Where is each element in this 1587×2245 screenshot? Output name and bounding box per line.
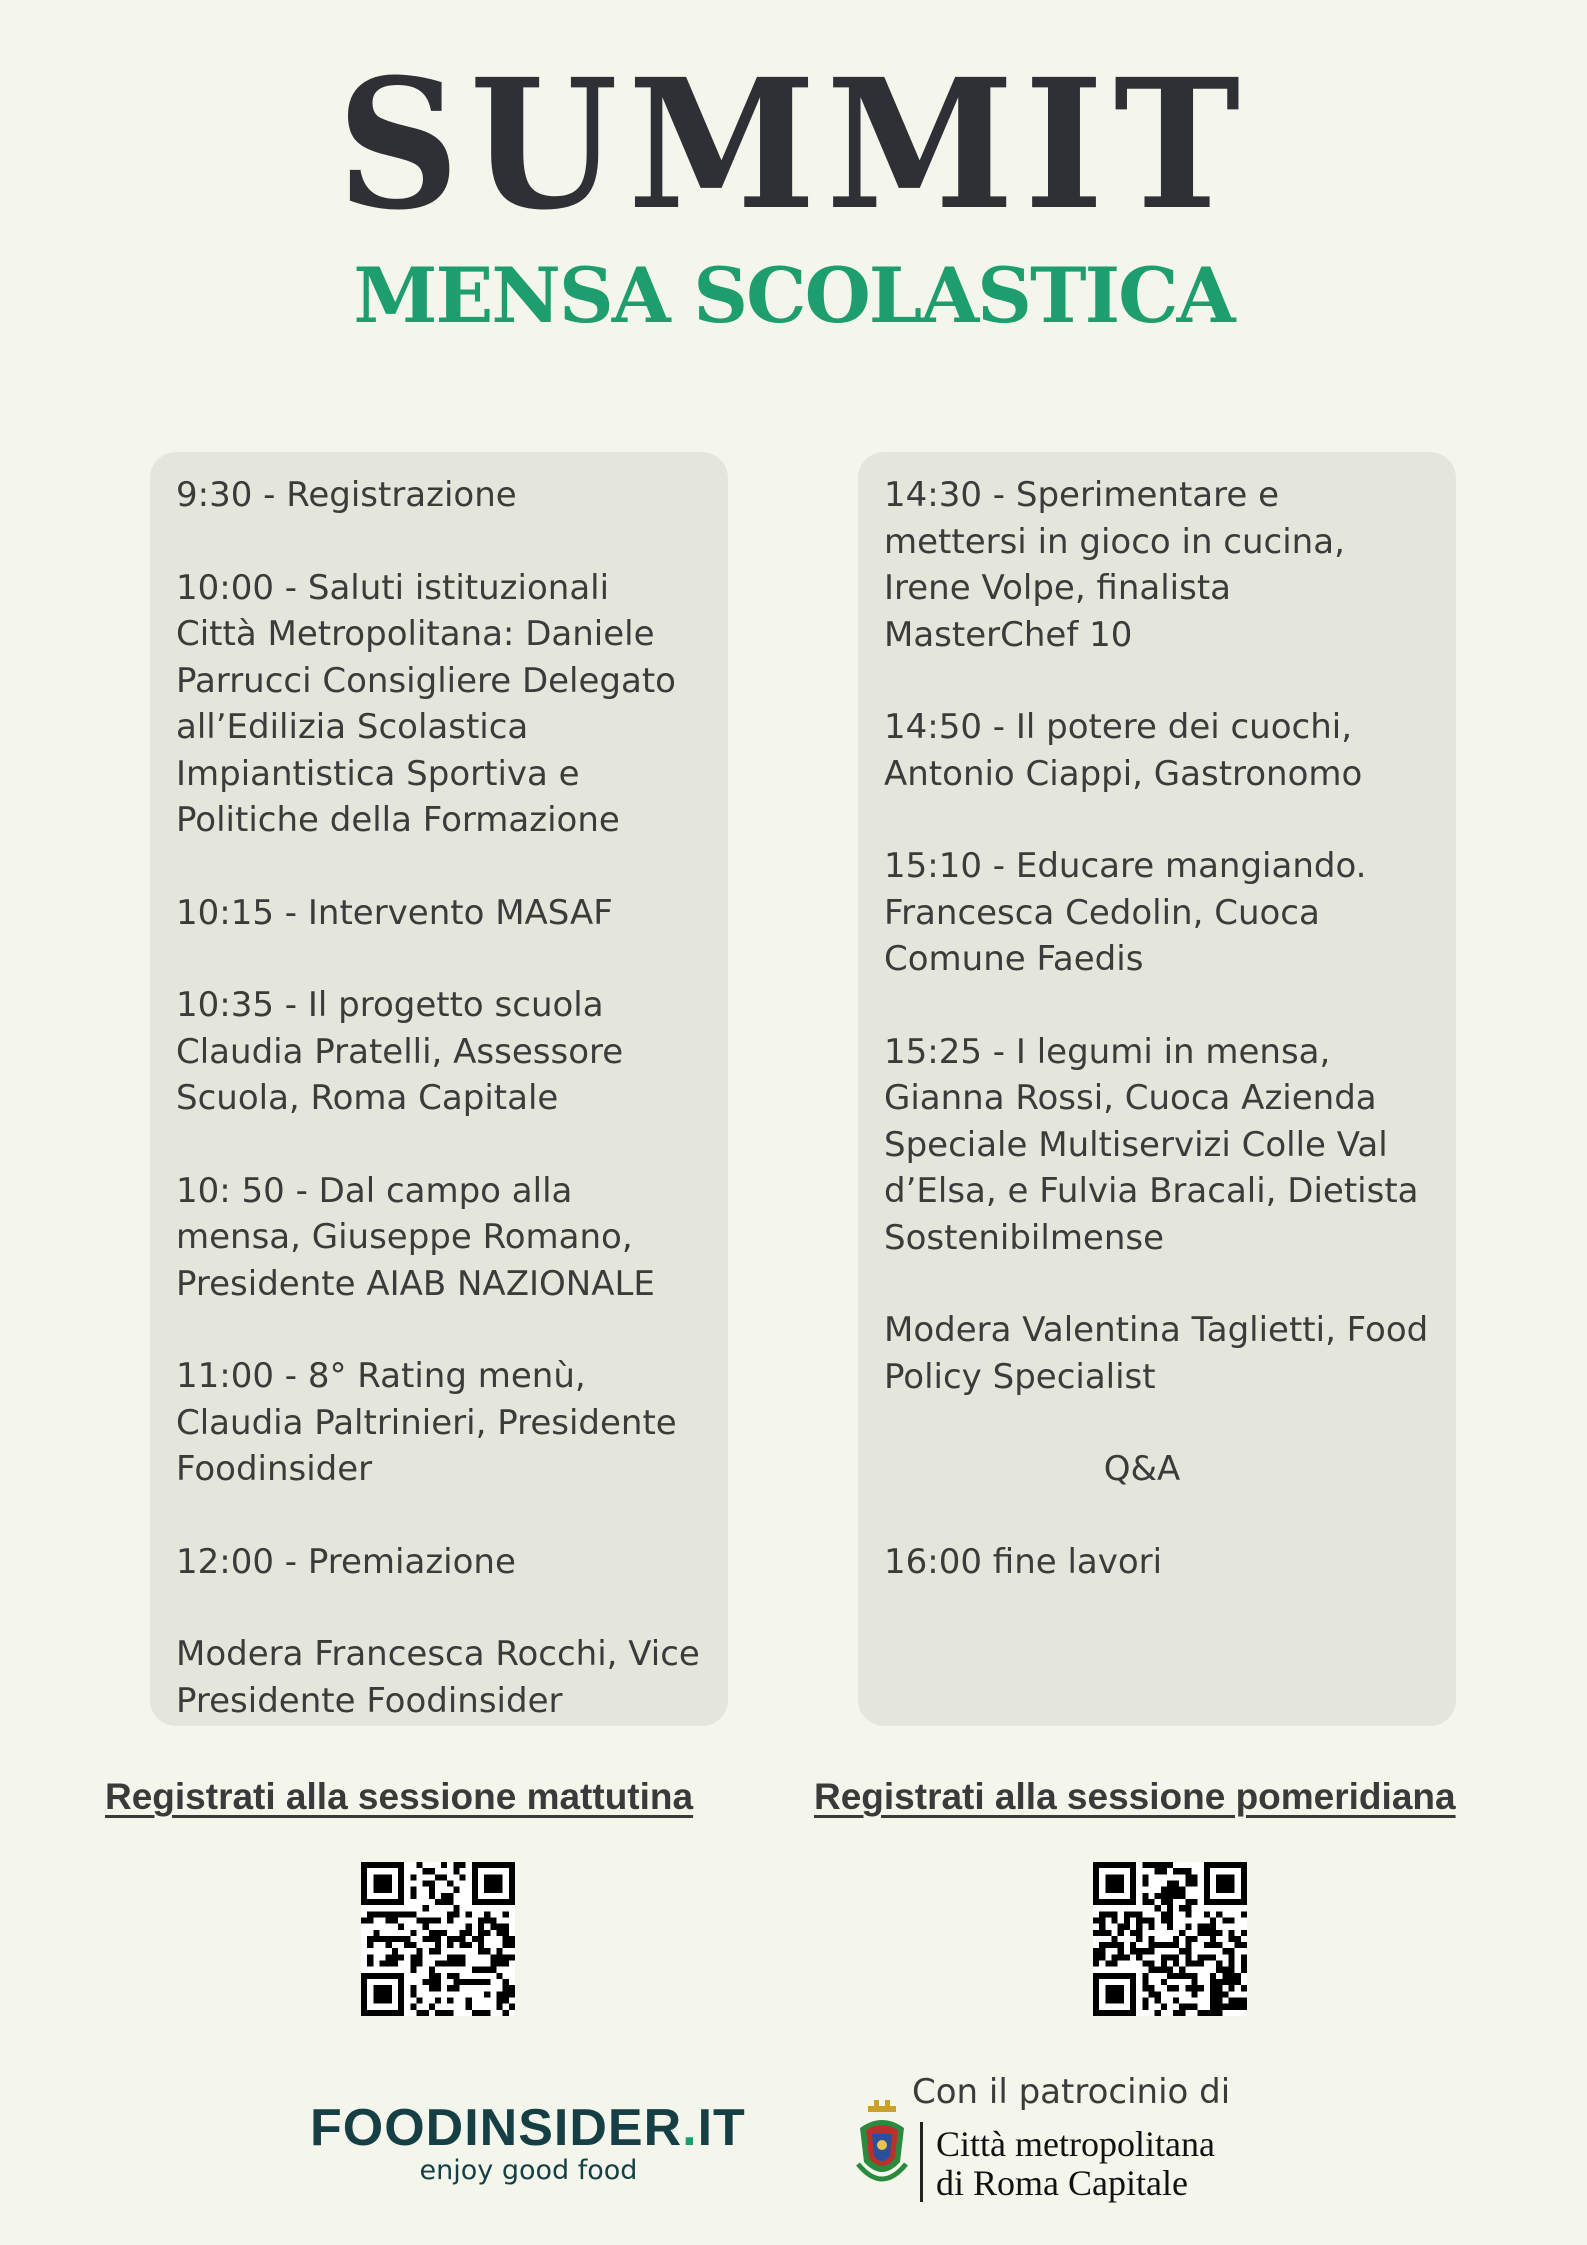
- schedule-entry: 15:10 - Educare mangiando. Francesca Cedolin, Cuoca Comune Faedis: [884, 846, 1367, 979]
- patron-divider: [920, 2122, 923, 2202]
- schedule-entry: 10:00 - Saluti istituzionali Città Metropolitana: Daniele Parrucci Consigliere Delegato all’Edilizia Scolastica Impiantistica Sportiva e Politiche della Formazione: [176, 567, 676, 840]
- schedule-entry: 10: 50 - Dal campo alla mensa, Giuseppe Romano, Presidente AIAB NAZIONALE: [176, 1170, 655, 1304]
- schedule-entry: 15:25 - I legumi in mensa, Gianna Rossi, Cuoca Azienda Speciale Multiservizi Colle Val d’Elsa, e Fulvia Bracali, Dietista Sostenibilmense: [884, 1031, 1419, 1258]
- schedule-entry: 14:30 - Sperimentare e mettersi in gioco in cucina, Irene Volpe, finalista MasterChef 10: [884, 475, 1345, 655]
- afternoon-schedule-panel: [858, 452, 1456, 1726]
- patronage-label: Con il patrocinio di: [912, 2072, 1231, 2112]
- city-crest-icon: [852, 2098, 912, 2196]
- qa-entry: Q&A: [1103, 1449, 1181, 1489]
- morning-schedule-panel: [150, 452, 728, 1726]
- qr-code-icon[interactable]: [1093, 1862, 1247, 2016]
- foodinsider-logo: [310, 2098, 746, 2158]
- schedule-entry: 10:35 - Il progetto scuola Claudia Pratelli, Assessore Scuola, Roma Capitale: [176, 985, 624, 1118]
- moderator-entry: Modera Francesca Rocchi, Vice Presidente Foodinsider: [176, 1634, 700, 1721]
- qr-code-icon[interactable]: [361, 1862, 515, 2016]
- schedule-entry: 14:50 - Il potere dei cuochi, Antonio Ciappi, Gastronomo: [884, 707, 1363, 794]
- patron-org-line2: di Roma Capitale: [936, 2163, 1188, 2203]
- event-title: SUMMIT: [336, 40, 1251, 251]
- schedule-entry: 9:30 - Registrazione: [176, 475, 517, 515]
- register-morning-link[interactable]: Registrati alla sessione mattutina: [105, 1776, 694, 1817]
- register-afternoon-link[interactable]: Registrati alla sessione pomeridiana: [814, 1776, 1456, 1817]
- logo-suffix: IT: [697, 2099, 746, 2157]
- schedule-entry: 11:00 - 8° Rating menù, Claudia Paltrinieri, Presidente Foodinsider: [176, 1356, 677, 1489]
- schedule-entry: 12:00 - Premiazione: [176, 1541, 516, 1582]
- event-subtitle: MENSA SCOLASTICA: [353, 251, 1234, 340]
- patron-org-line1: Città metropolitana: [936, 2124, 1215, 2164]
- logo-dot: .: [682, 2099, 698, 2157]
- moderator-entry: Modera Valentina Taglietti, Food Policy Specialist: [884, 1310, 1429, 1397]
- logo-text: FOODINSIDER: [310, 2099, 683, 2157]
- closing-entry: 16:00 fine lavori: [884, 1541, 1163, 1582]
- logo-tagline: enjoy good food: [419, 2155, 638, 2186]
- schedule-entry: 10:15 - Intervento MASAF: [176, 892, 613, 933]
